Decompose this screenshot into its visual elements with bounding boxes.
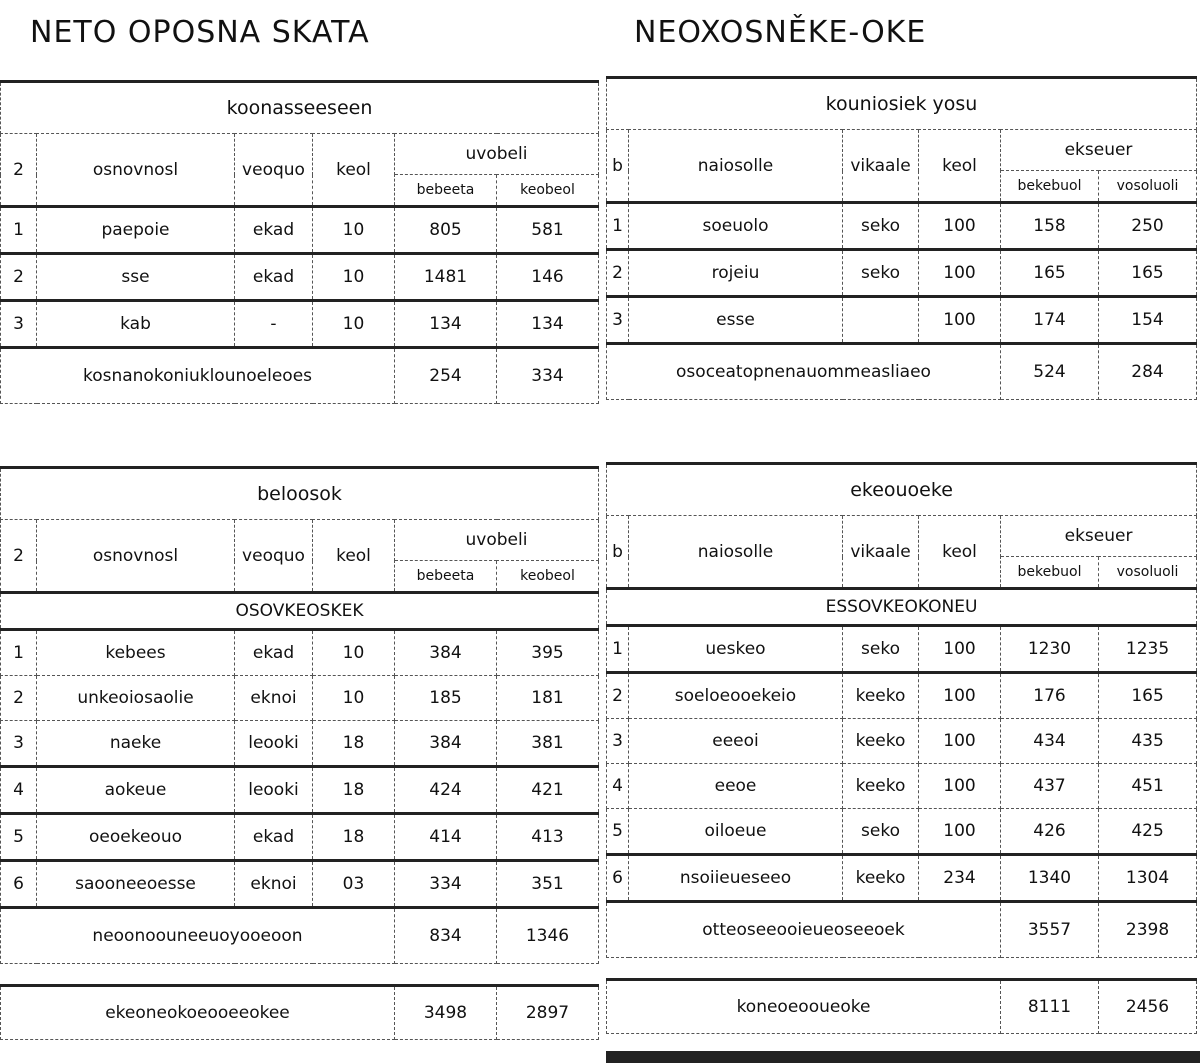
row-number: 2 — [607, 673, 629, 719]
row-qty: 100 — [919, 809, 1001, 855]
row-name: esse — [629, 297, 843, 344]
row-value-a: 1481 — [395, 254, 497, 301]
row-value-a: 185 — [395, 676, 497, 721]
row-qty: 100 — [919, 297, 1001, 344]
row-unit: ekad — [235, 207, 313, 254]
row-value-b: 421 — [497, 767, 599, 814]
row-number: 5 — [1, 814, 37, 861]
row-value-b: 381 — [497, 721, 599, 767]
table-row — [607, 719, 1197, 764]
row-name: eeoe — [629, 764, 843, 809]
sum-value-a: 524 — [1001, 344, 1099, 400]
row-value-a: 805 — [395, 207, 497, 254]
sum-label: neoonoouneeuoyooeoon — [1, 908, 395, 964]
col-unit: vikaale — [843, 130, 919, 203]
sum-row — [1, 908, 599, 964]
row-unit: seko — [843, 809, 919, 855]
total-label: ekeoneokoeooeeokee — [1, 986, 395, 1040]
total-value-b: 2456 — [1099, 980, 1197, 1034]
row-name: kebees — [37, 630, 235, 676]
col-amount: uvobeli — [395, 134, 599, 175]
top-right-table — [606, 76, 1197, 400]
row-value-a: 334 — [395, 861, 497, 908]
row-qty: 18 — [313, 814, 395, 861]
table-row — [607, 297, 1197, 344]
sum-row — [1, 348, 599, 404]
row-value-a: 176 — [1001, 673, 1099, 719]
table-row — [607, 673, 1197, 719]
group-title: OSOVKEOSKEK — [1, 593, 599, 630]
row-value-a: 437 — [1001, 764, 1099, 809]
row-qty: 10 — [313, 207, 395, 254]
sum-value-a: 254 — [395, 348, 497, 404]
row-value-b: 351 — [497, 861, 599, 908]
table-row — [607, 764, 1197, 809]
col-sub-b: vosoluoli — [1099, 171, 1197, 203]
row-qty: 234 — [919, 855, 1001, 902]
bottom-border-bar — [606, 1051, 1200, 1063]
table-row — [607, 250, 1197, 297]
row-value-a: 165 — [1001, 250, 1099, 297]
table-row — [607, 855, 1197, 902]
col-number: 2 — [1, 134, 37, 207]
sum-row — [607, 902, 1197, 958]
table-row — [1, 207, 599, 254]
row-name: sse — [37, 254, 235, 301]
row-value-b: 581 — [497, 207, 599, 254]
row-value-a: 174 — [1001, 297, 1099, 344]
row-name: aokeue — [37, 767, 235, 814]
row-name: naeke — [37, 721, 235, 767]
row-value-b: 165 — [1099, 250, 1197, 297]
row-qty: 10 — [313, 254, 395, 301]
row-qty: 03 — [313, 861, 395, 908]
col-sub-b: vosoluoli — [1099, 557, 1197, 589]
row-qty: 18 — [313, 767, 395, 814]
bottom-left-table — [0, 466, 599, 964]
table-row — [607, 809, 1197, 855]
row-number: 1 — [607, 626, 629, 673]
row-number: 2 — [1, 676, 37, 721]
col-sub-b: keobeol — [497, 175, 599, 207]
row-unit: eknoi — [235, 676, 313, 721]
row-unit: ekad — [235, 630, 313, 676]
row-unit: keeko — [843, 673, 919, 719]
col-sub-a: bekebuol — [1001, 557, 1099, 589]
col-name: naiosolle — [629, 130, 843, 203]
col-unit: vikaale — [843, 516, 919, 589]
row-qty: 100 — [919, 719, 1001, 764]
row-value-a: 158 — [1001, 203, 1099, 250]
col-qty: keol — [919, 516, 1001, 589]
col-number: 2 — [1, 520, 37, 593]
sum-value-a: 834 — [395, 908, 497, 964]
row-name: soeloeooekeio — [629, 673, 843, 719]
group-title: ESSOVKEOKONEU — [607, 589, 1197, 626]
row-name: paepoie — [37, 207, 235, 254]
total-label: koneoeooueoke — [607, 980, 1001, 1034]
row-number: 2 — [607, 250, 629, 297]
table-row — [1, 254, 599, 301]
bottom-left-block — [0, 466, 598, 1040]
row-value-b: 435 — [1099, 719, 1197, 764]
sum-value-a: 3557 — [1001, 902, 1099, 958]
row-name: nsoiieueseeo — [629, 855, 843, 902]
row-value-a: 434 — [1001, 719, 1099, 764]
sum-value-b: 334 — [497, 348, 599, 404]
row-unit: leooki — [235, 767, 313, 814]
row-qty: 100 — [919, 203, 1001, 250]
row-number: 1 — [1, 207, 37, 254]
row-value-b: 413 — [497, 814, 599, 861]
col-qty: keol — [919, 130, 1001, 203]
total-row — [607, 980, 1197, 1034]
row-name: unkeoiosaolie — [37, 676, 235, 721]
table-row — [1, 861, 599, 908]
row-unit: seko — [843, 203, 919, 250]
row-number: 2 — [1, 254, 37, 301]
table-row — [1, 721, 599, 767]
col-sub-a: bebeeta — [395, 561, 497, 593]
row-number: 3 — [1, 301, 37, 348]
row-unit: ekad — [235, 254, 313, 301]
row-name: ueskeo — [629, 626, 843, 673]
section-title: ekeouoeke — [607, 464, 1197, 516]
row-value-b: 250 — [1099, 203, 1197, 250]
table-row — [607, 203, 1197, 250]
row-number: 1 — [1, 630, 37, 676]
total-value-a: 8111 — [1001, 980, 1099, 1034]
row-name: oiloeue — [629, 809, 843, 855]
row-unit: seko — [843, 626, 919, 673]
col-sub-a: bekebuol — [1001, 171, 1099, 203]
row-value-a: 1340 — [1001, 855, 1099, 902]
col-sub-a: bebeeta — [395, 175, 497, 207]
row-unit — [843, 297, 919, 344]
row-value-b: 146 — [497, 254, 599, 301]
row-value-b: 134 — [497, 301, 599, 348]
row-value-b: 181 — [497, 676, 599, 721]
row-qty: 100 — [919, 764, 1001, 809]
row-qty: 100 — [919, 626, 1001, 673]
total-row — [1, 986, 599, 1040]
row-number: 3 — [607, 297, 629, 344]
row-name: eeeoi — [629, 719, 843, 764]
bottom-right-total-table — [606, 978, 1197, 1034]
right-page-title: NEOXOSNĚKE-OKE — [634, 15, 927, 50]
row-number: 6 — [1, 861, 37, 908]
row-number: 4 — [607, 764, 629, 809]
row-qty: 10 — [313, 630, 395, 676]
row-unit: ekad — [235, 814, 313, 861]
row-value-a: 1230 — [1001, 626, 1099, 673]
col-name: naiosolle — [629, 516, 843, 589]
row-unit: leooki — [235, 721, 313, 767]
row-number: 4 — [1, 767, 37, 814]
col-unit: veoquo — [235, 134, 313, 207]
sum-value-b: 1346 — [497, 908, 599, 964]
sum-value-b: 284 — [1099, 344, 1197, 400]
row-number: 1 — [607, 203, 629, 250]
col-number: b — [607, 130, 629, 203]
row-number: 3 — [1, 721, 37, 767]
col-qty: keol — [313, 134, 395, 207]
row-value-a: 384 — [395, 630, 497, 676]
col-qty: keol — [313, 520, 395, 593]
col-amount: uvobeli — [395, 520, 599, 561]
row-unit: keeko — [843, 719, 919, 764]
row-value-a: 384 — [395, 721, 497, 767]
bottom-right-table — [606, 462, 1197, 958]
col-amount: ekseuer — [1001, 516, 1197, 557]
row-value-a: 414 — [395, 814, 497, 861]
col-number: b — [607, 516, 629, 589]
section-title: kouniosiek yosu — [607, 78, 1197, 130]
row-value-a: 424 — [395, 767, 497, 814]
row-unit: eknoi — [235, 861, 313, 908]
top-left-table — [0, 80, 599, 404]
row-value-b: 1304 — [1099, 855, 1197, 902]
section-title: koonasseeseen — [1, 82, 599, 134]
col-sub-b: keobeol — [497, 561, 599, 593]
row-unit: keeko — [843, 764, 919, 809]
sum-value-b: 2398 — [1099, 902, 1197, 958]
row-qty: 10 — [313, 676, 395, 721]
total-value-b: 2897 — [497, 986, 599, 1040]
sum-label: otteoseeooieueoseeoek — [607, 902, 1001, 958]
table-row — [1, 630, 599, 676]
row-name: saooneeoesse — [37, 861, 235, 908]
row-qty: 100 — [919, 673, 1001, 719]
row-value-b: 395 — [497, 630, 599, 676]
row-number: 5 — [607, 809, 629, 855]
row-value-a: 426 — [1001, 809, 1099, 855]
row-unit: keeko — [843, 855, 919, 902]
row-name: kab — [37, 301, 235, 348]
table-row — [1, 767, 599, 814]
row-unit: - — [235, 301, 313, 348]
row-value-b: 165 — [1099, 673, 1197, 719]
row-number: 6 — [607, 855, 629, 902]
row-value-a: 134 — [395, 301, 497, 348]
top-right-block — [606, 76, 1196, 400]
row-value-b: 154 — [1099, 297, 1197, 344]
bottom-left-total-table — [0, 984, 599, 1040]
sum-label: osoceatopnenauommeasliaeo — [607, 344, 1001, 400]
row-name: soeuolo — [629, 203, 843, 250]
col-name: osnovnosl — [37, 134, 235, 207]
section-title: beloosok — [1, 468, 599, 520]
bottom-right-block — [606, 462, 1196, 1034]
row-value-b: 1235 — [1099, 626, 1197, 673]
col-unit: veoquo — [235, 520, 313, 593]
table-row — [1, 814, 599, 861]
row-value-b: 425 — [1099, 809, 1197, 855]
table-row — [607, 626, 1197, 673]
row-qty: 10 — [313, 301, 395, 348]
row-unit: seko — [843, 250, 919, 297]
top-left-block — [0, 80, 598, 404]
col-name: osnovnosl — [37, 520, 235, 593]
row-value-b: 451 — [1099, 764, 1197, 809]
row-name: rojeiu — [629, 250, 843, 297]
sum-label: kosnanokoniuklounoeleoes — [1, 348, 395, 404]
table-row — [1, 676, 599, 721]
total-value-a: 3498 — [395, 986, 497, 1040]
left-page-title: NETO OPOSNA SKATA — [30, 15, 370, 50]
sum-row — [607, 344, 1197, 400]
row-qty: 18 — [313, 721, 395, 767]
row-number: 3 — [607, 719, 629, 764]
col-amount: ekseuer — [1001, 130, 1197, 171]
row-qty: 100 — [919, 250, 1001, 297]
row-name: oeoekeouo — [37, 814, 235, 861]
table-row — [1, 301, 599, 348]
